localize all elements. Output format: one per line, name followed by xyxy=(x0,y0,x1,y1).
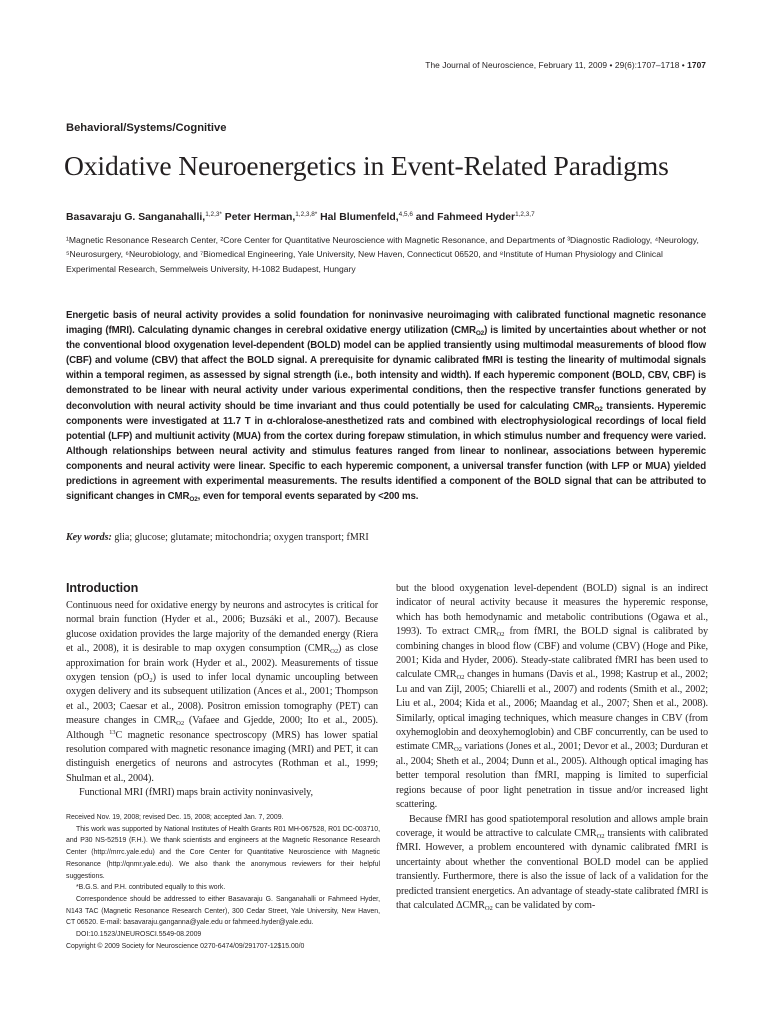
author-affiliation-marks: 1,2,3* xyxy=(205,211,222,218)
body-paragraph xyxy=(66,786,378,800)
body-paragraph xyxy=(396,813,708,914)
subscript: O2 xyxy=(496,631,505,639)
body-text: ) is used to infer local dynamic uncoupling between oxygen delivery and its subsequent utilization (Ances et al., 2001; Thompson et al., 2003; Caesar et al., 2008). Positron emission tomography (PET) can measure changes in CMR xyxy=(66,672,378,727)
subscript: O2 xyxy=(176,720,185,728)
body-text: changes in humans (Davis et al., 1998; Kastrup et al., 2002; Lu and van Zijl, 2005; Chiarelli et al., 2007) and rodents (Smith et al., 2002; Liu et al., 2004; Kida et al., 2006; Maandag et al., 2007; Shen et al., 2008). Similarly, optical imaging techniques, which measure changes in CBV (from oxyhemoglobin and deoxyhemoglobin) and CBF concurrently, can be used to estimate CMR xyxy=(396,669,709,753)
body-paragraph xyxy=(396,582,708,813)
footnote-copyright: Copyright © 2009 Society for Neuroscience 0270-6474/09/291707-12$15.00/0 xyxy=(66,942,305,950)
subscript: 2 xyxy=(149,677,153,685)
section-label: Behavioral/Systems/Cognitive xyxy=(66,122,227,134)
body-text: variations (Jones et al., 2001; Devor et al., 2003; Durduran et al., 2004; Sheth et al., 2004; Dunn et al., 2005). Although optical imaging has better temporal resolution than fMRI, mapping is limited to superficial regions because of poor light penetration in tissue and/or increased light scattering. xyxy=(396,741,708,811)
footnotes xyxy=(66,812,380,952)
keywords-label: Key words: xyxy=(66,532,112,543)
subscript: O2 xyxy=(330,648,339,656)
footnote-correspondence: Correspondence should be addressed to either Basavaraju G. Sanganahalli or Fahmeed Hyder, N143 TAC (Magnetic Resonance Research Center), 300 Cedar Street, Yale University, New Haven, CT 06520. E-mail: basavaraju.ganganna@yale.edu or fahmeed.hyder@yale.edu. xyxy=(66,895,380,927)
abstract xyxy=(66,308,706,504)
subscript: O2 xyxy=(475,330,485,338)
body-text: (Vafaee and Gjedde, 2000; Ito et al., 2005). Although xyxy=(66,715,378,741)
author-affiliation-marks: 4,5,6 xyxy=(398,211,413,218)
abstract-text: ) is limited by uncertainties about whether or not the conventional blood oxygenation level-dependent (BOLD) model can be applied transiently using multimodal measurements of blood flow (CBF) and volume (CBV) that affect the BOLD signal. A prerequisite for dynamic calibrated fMRI is testing the linearity of multimodal signals within a temporal regimen, as assessed by signal strength (i.e., both intensity and width). If each hyperemic component (BOLD, CBV, CBF) is demonstrated to be linear with neural activity under various experimental conditions, then the respective transfer functions generated by deconvolution with neural activity should be time invariant and thus could potentially be used for calculating CMR xyxy=(66,325,706,412)
subscript: O2 xyxy=(594,405,603,413)
author-affiliation-marks: 1,2,3,7 xyxy=(515,211,535,218)
author-name: Hal Blumenfeld, xyxy=(317,212,399,223)
superscript: 13 xyxy=(109,728,116,736)
subscript: O2 xyxy=(189,496,198,504)
author-name: and Fahmeed Hyder xyxy=(412,212,516,223)
body-paragraph xyxy=(66,599,378,786)
body-text: transients with calibrated fMRI. However, a problem encountered with dynamic calibrated fMRI is uncertainty about whether the conventional BOLD model can be applied transiently. Furthermore, there is also the issue of lack of a validation for the predicted transient energetics. An advantage of steady-state calibrated fMRI is that calculated ΔCMR xyxy=(396,827,708,911)
footnote-doi: DOI:10.1523/JNEUROSCI.5549-08.2009 xyxy=(76,931,202,939)
author-affiliation-marks: 1,2,3,8* xyxy=(295,211,318,218)
body-text: from fMRI, the BOLD signal is calibrated by combining changes in blood flow (CBF) and volume (CBV) (Hoge and Pike, 2001; Kida and Hyder, 2006). Steady-state calibrated fMRI has been used to calculate CMR xyxy=(396,626,708,681)
abstract-text: , even for temporal events separated by <200 ms. xyxy=(197,491,419,503)
abstract-text: transients. Hyperemic components were investigated at 11.7 T in α-chloralose-anesthetized rats and combined with electrophysiological recordings of local field potential (LFP) and multiunit activity (MUA) from the cortex during forepaw stimulation, in which stimulus number and frequency were varied. Although relationships between neural activity and stimulus features ranged from linear to nonlinear, associations between hyperemic components and neural activity were linear. Specific to each hyperemic component, a universal transfer function (with LFP or MUA) yielded predictions in agreement with experimental measurements. The results identified a component of the BOLD signal that can be attributed to significant changes in CMR xyxy=(66,400,707,503)
article-title: Oxidative Neuroenergetics in Event-Related Paradigms xyxy=(64,150,669,181)
author-name: Basavaraju G. Sanganahalli, xyxy=(66,212,206,223)
subscript: O2 xyxy=(484,904,493,912)
subscript: O2 xyxy=(456,674,465,682)
body-text: ) as close approximation for brain work (Hyder et al., 2002). Measurements of tissue oxygen tension (pO xyxy=(66,643,379,684)
body-text: but the blood oxygenation level-dependent (BOLD) signal is an indirect indicator of neural activity because it measures the hyperemic response, which has both hemodynamic and metabolic contributions (Ogawa et al., 1993). To extract CMR xyxy=(396,583,708,638)
body-text: Functional MRI (fMRI) maps brain activity noninvasively, xyxy=(79,787,313,799)
author-name: Peter Herman, xyxy=(221,212,296,223)
subscript: O2 xyxy=(596,832,605,840)
page-number: 1707 xyxy=(687,60,706,70)
left-column xyxy=(66,580,378,801)
footnote-equal-contribution: *B.G.S. and P.H. contributed equally to this work. xyxy=(76,884,226,892)
keywords-text: glia; glucose; glutamate; mitochondria; oxygen transport; fMRI xyxy=(111,532,369,543)
footnote-received: Received Nov. 19, 2008; revised Dec. 15, 2008; accepted Jan. 7, 2009. xyxy=(66,814,284,821)
subscript: O2 xyxy=(453,746,462,754)
footnote-funding: This work was supported by National Institutes of Health Grants R01 MH-067528, R01 DC-003710, and P30 NS-52519 (F.H.). We thank scientists and engineers at the Magnetic Resonance Research Center (http://mrrc.yale.edu) and the Core Center for Quantitative Neuroscience with Magnetic Resonance (http://qnmr.yale.edu). We also thank the anonymous reviewers for their helpful suggestions. xyxy=(66,825,380,880)
affiliations: ¹Magnetic Resonance Research Center, ²Core Center for Quantitative Neuroscience with Magnetic Resonance, and Departments of ³Diagnostic Radiology, ⁴Neurology, ⁵Neurosurgery, ⁶Neurobiology, and ⁷Biomedical Engineering, Yale University, New Haven, Connecticut 06520, and ⁸Institute of Human Physiology and Clinical Experimental Research, Semmelweis University, H-1082 Budapest, Hungary xyxy=(66,235,699,274)
running-head xyxy=(425,60,706,70)
body-text: Continuous need for oxidative energy by neurons and astrocytes is critical for normal brain function (Hyder et al., 2006; Buzsáki et al., 2007). Because glucose oxidation provides the large majority of the demanded energy (Riera et al., 2008), it is desirable to map oxygen consumption (CMR xyxy=(66,600,378,655)
abstract-text: Energetic basis of neural activity provides a solid foundation for noninvasive neuroimaging with calibrated functional magnetic resonance imaging (fMRI). Calculating dynamic changes in cerebral oxidative energy utilization (CMR xyxy=(66,310,706,337)
keywords xyxy=(66,532,369,543)
right-column xyxy=(396,582,708,913)
introduction-heading: Introduction xyxy=(66,581,139,595)
journal-citation: The Journal of Neuroscience, February 11, 2009 • 29(6):1707–1718 • xyxy=(425,60,685,70)
body-text: can be validated by com- xyxy=(492,899,596,911)
body-text: C magnetic resonance spectroscopy (MRS) has lower spatial resolution compared with magnetic resonance imaging (MRI) and PET, it can distinguish energetics of neurons and astrocytes (Rothman et al., 1999; Shulman et al., 2004). xyxy=(66,729,378,784)
author-list xyxy=(66,211,535,223)
body-text: Because fMRI has good spatiotemporal resolution and allows ample brain coverage, it would be attractive to calculate CMR xyxy=(396,813,708,839)
